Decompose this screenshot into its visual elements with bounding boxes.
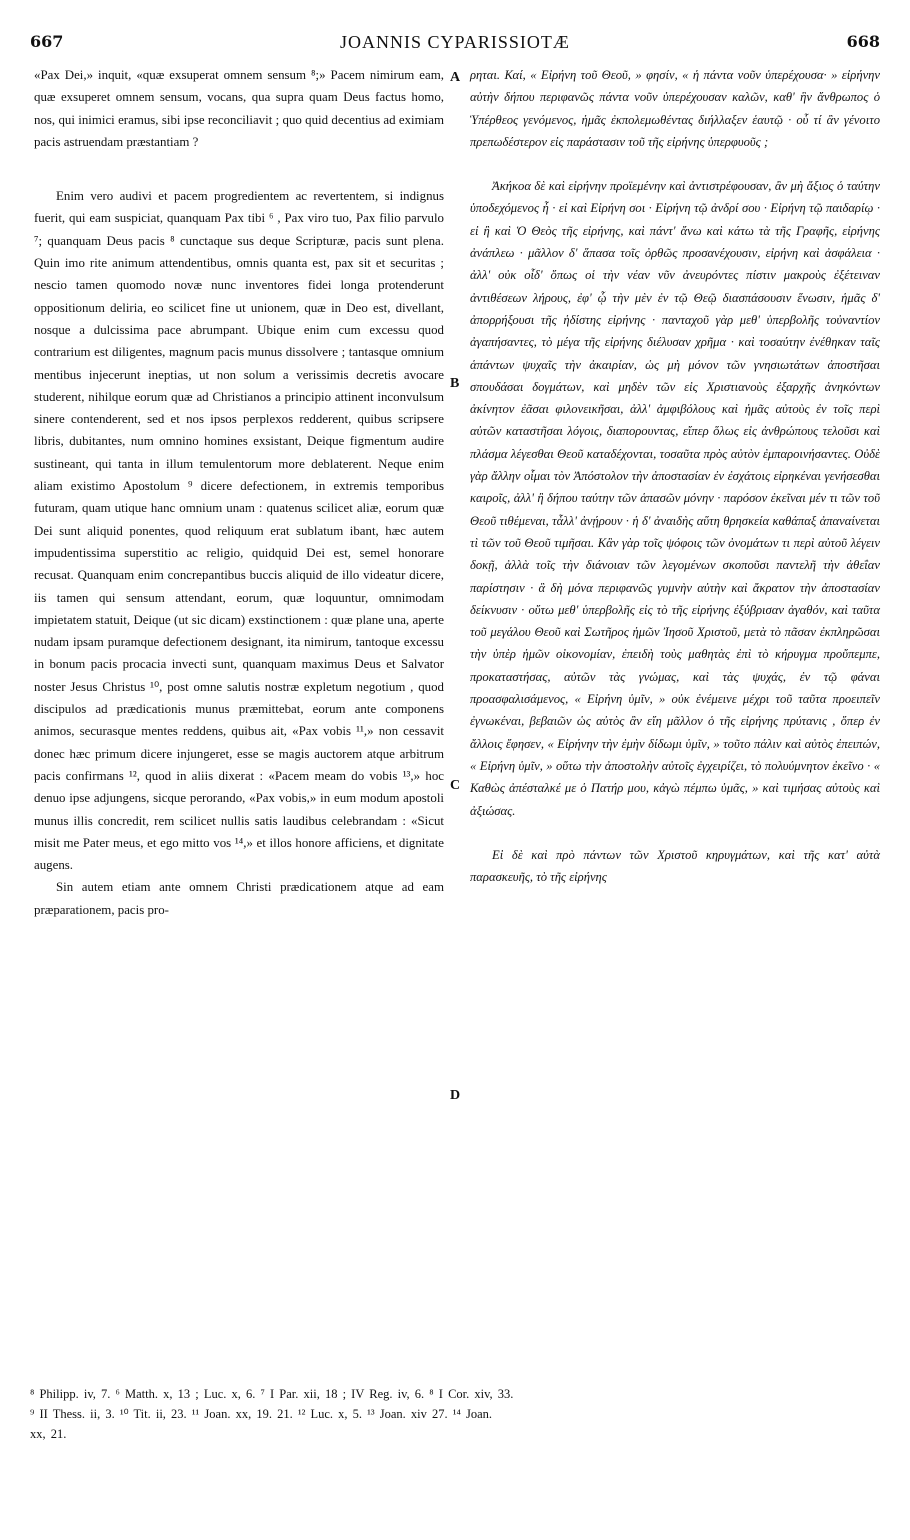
footnote-line-2: ⁹ II Thess. ii, 3. ¹⁰ Tit. ii, 23. ¹¹ Joan. xx, 19. 21. ¹² Luc. x, 5. ¹³ Joan. xiv 27. ¹⁴ Joan. [30, 1407, 493, 1421]
latin-paragraph-3: Sin autem etiam ante omnem Christi prædicationem atque ad eam præparationem, pacis pro- [34, 880, 444, 917]
greek-paragraph-3: Εἰ δὲ καὶ πρὸ πάντων τῶν Χριστοῦ κηρυγμάτων, καὶ τῆς κατ' αὐτὰ παρασκευῆς, τὸ τῆς εἰρήνης [470, 847, 880, 885]
greek-column [470, 64, 880, 888]
margin-letter-c: C [450, 778, 461, 793]
greek-paragraph-1: ρηται. Καί, « Εἰρήνη τοῦ Θεοῦ, » φησίν, « ἡ πάντα νοῦν ὑπερέχουσα· » εἰρήνην αὐτὴν δήπου περιφανῶς πάντα νοῦν ὑπερέχουσαν καλῶν, καθ' ἣν ἄνθρωπος ὁ Ὑπέρθεος γενόμενος, ἡμᾶς ἐκπολεμωθέντας διήλλαξεν ἑαυτῷ · οὗ τί ἂν γένοιτο πρεπωδέστερον εἰς παράστασιν τοῦ τῆς εἰρήνης ὑπερφυοῦς ; [470, 68, 880, 149]
greek-paragraph-2: Ἀκήκοα δὲ καὶ εἰρήνην προϊεμένην καὶ ἀντιστρέφουσαν, ἂν μὴ ἄξιος ὁ ταύτην ὑποδεχόμενος ἦ · εἰ καὶ Εἰρήνη σοι · Εἰρήνη τῷ ἀνδρί σου · Εἰρήνη τῷ παιδαρίῳ · εἰ ἢ καὶ Ὁ Θεὸς τῆς εἰρήνης, καὶ πάντ' ἄνω καὶ κάτω τὰ τῆς Γραφῆς, εἰρήνης ἀνάπλεω · μᾶλλον δ' ἅπασα τοῖς ὀρθῶς προσανέχουσιν, εἰρήνη καὶ ἀσφάλεια · ἀλλ' οὐκ οἶδ' ὅπως οἱ τὴν νέαν νῦν ἀνευρόντες πίστιν μακροὺς ἐξέτειναν ἀντιθέσεων λήρους, ἐφ' ᾧ τὴν μὲν ἐν τῷ Θεῷ διασπάσουσιν ἕνωσιν, ἡμᾶς δ' ἀπορρήξουσι τῆς ἡδίστης εἰρήνης · πανταχοῦ γὰρ μεθ' ὑπερβολῆς τοὐναντίον ἀγαπήσαντες, τὸ μέγα τῆς εἰρήνης διέλυσαν χρῆμα · καὶ τοσαύτην ἐνέθηκαν ταῖς ἁπάντων ψυχαῖς τὴν ἀκαιρίαν, ὡς μὴ μόνον τῶν γνησιωτάτων ἀποστῆσαι σπουδάσαι δογμάτων, καὶ μηδὲν τῶν εἰς Χριστιανοὺς ἐξαρχῆς ἀνηκόντων ἀκίνητον ἐᾶσαι φιλονεικῆσαι, ἀλλ' ἀμφιβόλους καὶ ἡμᾶς αὐτοὺς ἐν τοῖς περὶ αὐτῶν καταστῆσαι λόγοις, διαπορουντας, εἴπερ ὅλως εἰς ἀνθρώπους τελοῦσι καὶ πλάσμα λέγεσθαι Θεοῦ καταδέχονται, τοσαῦτα πρὸς αὐτὸν ἐμπαροινήσαντες. Οὐδὲ γὰρ ἄλλην οἶμαι τὸν Ἀπόστολον τὴν ἀποστασίαν ἐν ἐσχάτοις εἰρηκέναι γενήσεσθαι καιροῖς, ἀλλ' ἢ δήπου ταύτην τῶν ἁπασῶν μόνην · παρόσον ἐκεῖναι μέν τι τῶν τοῦ Θεοῦ τιθέμεναι, τἆλλ' ἀνῄρουν · ἡ δ' ἀναιδὴς αὕτη θρησκεία καθάπαξ ἀπαναίνεται τὶ τῶν τοῦ Θεοῦ τιμῆσαι. Κἂν γὰρ τοῖς ψόφοις τῶν ὀνομάτων τι περὶ αὐτοῦ λέγειν δοκῇ, ἀλλὰ τοῖς τὴν διάνοιαν τῶν λεγομένων σκοποῦσι παντελῆ τὴν ἀθεΐαν παρίστησιν · ἃ δὴ μόνα περιφανῶς γυμνὴν αὐτὴν καὶ ἄκρατον τὴν ἀποστασίαν δείκνυσιν · οὕτω μεθ' ὑπερβολῆς εἰς τὸ τῆς εἰρήνης ἐξύβρισαν ἀγαθόν, καὶ ταῦτα τοῦ μεγάλου Θεοῦ καὶ Σωτῆρος ἡμῶν Ἰησοῦ Χριστοῦ, μετὰ τὸ πᾶσαν ἐκπληρῶσαι τὴν ὑπὲρ ἡμῶν οἰκονομίαν, ἐπειδὴ τοὺς μαθητὰς ἐπὶ τὸ κήρυγμα προὔπεμπε, προκαταστήσας, αὐτῶν τὰς γνώμας, καὶ τὰς ψυχάς, ἐν τῷ φάναι προασφαλισάμενος, « Εἰρήνη ὑμῖν, » οὐκ ἐνέμεινε μέχρι τοῦ ταῦτα προειπεῖν ἐγνωκέναι, βεβαιῶν ὡς αὐτὸς ἂν εἴη μᾶλλον ὁ τῆς εἰρήνης πρύτανις , ὅπερ ἐν ἄλλοις ἔφησεν, « Εἰρήνην τὴν ἐμὴν δίδωμι ὑμῖν, » τοῦτο πάλιν καὶ αὐτὸς ἐπειπών, « Εἰρήνη ὑμῖν, » οὕτω τὴν ἀποστολὴν αὐτοῖς ἐγχειρίζει, τὸ πολυύμνητον ἐκεῖνο · « Καθὼς ἀπέσταλκέ με ὁ Πατήρ μου, κἀγὼ πέμπω ὑμᾶς, » καὶ τιμήσας αὐτοὺς καὶ ἀξιώσας. [470, 179, 880, 818]
latin-paragraph-2: Enim vero audivi et pacem progredientem ac revertentem, si indignus fuerit, qui eam suspiciat, quanquam Pax tibi ⁶ , Pax viro tuo, Pax filio parvulo ⁷; quanquam Deus pacis ⁸ cunctaque sus deque Scripturæ, pacis sunt plena. Quin imo rite animum attendentibus, omnis quanta est, pax sit et securitas ; nescio tamen quomodo novæ nunc inventores fidei longa protenderunt oppositionum deliria, eo scilicet fine ut unionem, quæ in Deo est, divellant, nosque a dulcissima pace abrumpant. Ubique enim cum excessu quod contrarium est diligentes, magnum pacis munus dissolvere ; tantasque omnium mentibus injecerunt ineptias, ut non solum a verissimis decretis avocare studerent, nihilque eorum quæ ad Christianos a principio attinent inconvulsum sinere contenderent, sed et nos ipsos perplexos redderent, quibus scripsere libris, dubitantes, num omnino homines exsistant, Deique figmentum audire sustineant, qui tanta in illum temulentorum more deblaterent. Neque enim aliam existimo Apostolum ⁹ dicere defectionem, in extremis temporibus futuram, quam utique hanc omnium unam : quatenus scilicet aliæ, eorum quæ Dei sunt aliquid ponentes, quod reliquum erat sublatum ibant, hæc autem impudentissima superstitio ac religio, quidquid Dei est, semel honorare recusat. Quanquam enim concrepantibus buccis aliquid de illo videatur dicere, iis tamen qui sensum attendant, eorum, quæ loquuntur, omnimodam impietatem statuit, Deique (ut sic dicam) exstinctionem : quæ plane una, aperte nudam ipsam puramque defectionem designant, ita nimirum, tantoque excessu in bonum pacis procacia invecti sunt, quanquam maximus Deus et Salvator noster Jesus Christus ¹⁰, post omne salutis nostræ expletum negotium , quod discipulos ad prædicationis munus præmittebat, eorum ante componens animos, securasque mentes reddens, quibus ait, «Pax vobis ¹¹,» non cessavit donec hæc primum dicere injungeret, esse se magis auctorem atque arbitrum pacis confirmans ¹², quod in aliis dixerat : «Pacem meam do vobis ¹³,» hoc denuo ipse adjungens, sicque perorando, «Pax vobis,» in eum modum apostoli munus illis concredit, rem scilicet nullis satis laudibus celebrandam : «Sicut misit me Pater meus, et ego mitto vos ¹⁴,» et illos honore afficiens, et dignitate augens. [34, 189, 444, 873]
page-number-right: 668 [846, 32, 880, 51]
latin-paragraph-1: «Pax Dei,» inquit, «quæ exsuperat omnem sensum ⁸;» Pacem nimirum eam, quæ exsuperet omnem sensum, vocans, qua supra quam Deus factus homo, nos, qui inimici eramus, sibi ipse reconciliavit ; quo quid decentius ad eximiam pacis astruendam præstantiam ? [34, 68, 444, 149]
footnote-line-1: ⁸ Philipp. iv, 7. ⁶ Matth. x, 13 ; Luc. x, 6. ⁷ I Par. xii, 18 ; IV Reg. iv, 6. ⁸ I Cor. xiv, 33. [30, 1387, 514, 1401]
page-header [30, 22, 880, 60]
margin-letter-a: A [450, 70, 461, 85]
latin-column [34, 64, 444, 921]
page-number-left: 667 [30, 32, 64, 51]
footnotes [30, 1384, 880, 1444]
margin-letter-b: B [450, 376, 460, 391]
footnote-line-3: xx, 21. [30, 1427, 67, 1441]
running-title: JOANNIS CYPARISSIOTÆ [340, 32, 570, 52]
margin-letter-d: D [450, 1088, 461, 1103]
